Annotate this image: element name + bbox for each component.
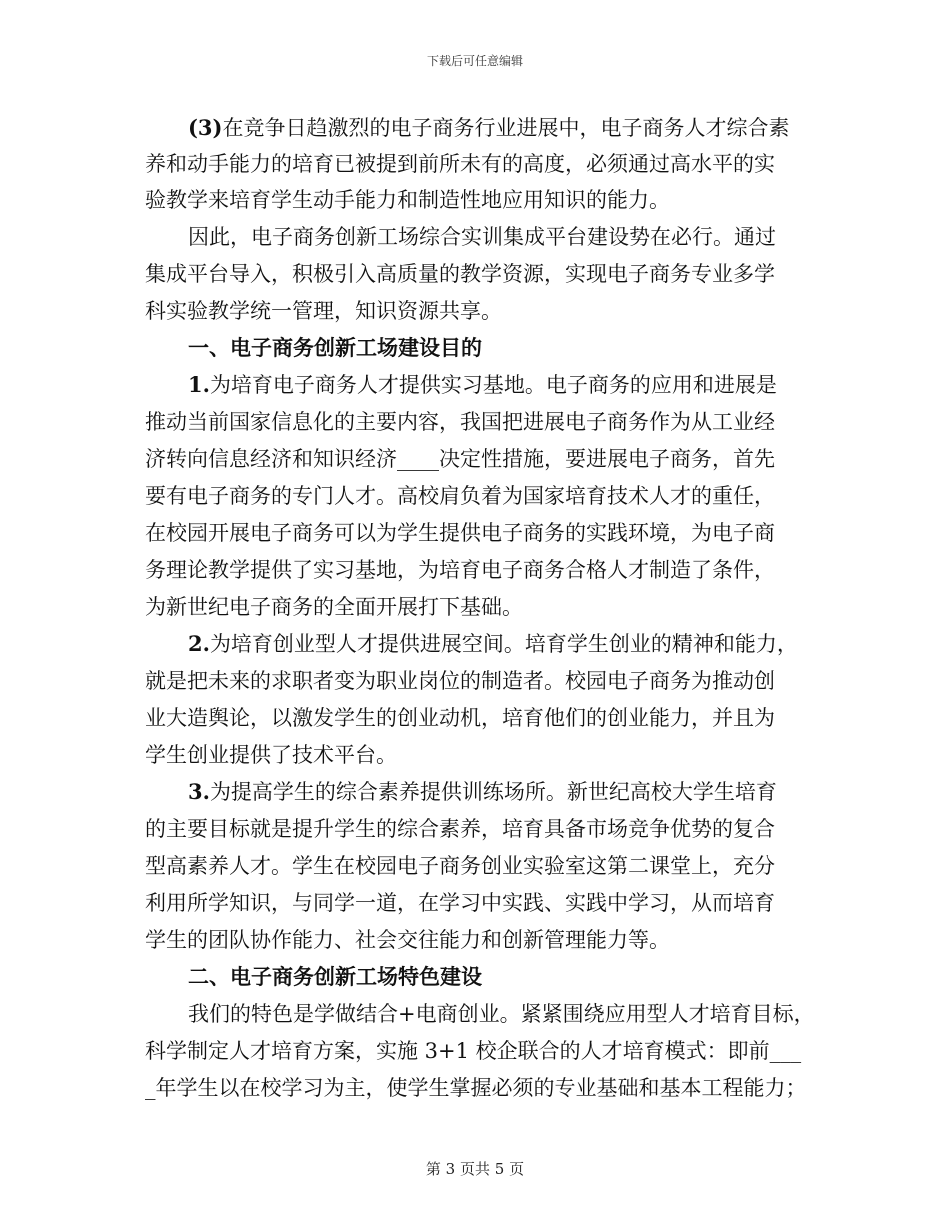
paragraph-line: 科实验教学统一管理，知识资源共享。 [145,299,502,323]
paragraph-line: 利用所学知识，与同学一道，在学习中实践、实践中学习，从而培育 [145,891,775,915]
paragraph-line: 的主要目标就是提升学生的综合素养，培育具备市场竞争优势的复合 [145,817,775,841]
paragraph-line: 养和动手能力的培育已被提到前所未有的高度，必须通过高水平的实 [145,152,775,176]
paragraph-line: 我们的特色是学做结合+电商创业。紧紧围绕应用型人才培育目标， [188,1002,815,1026]
paragraph-line: 型高素养人才。学生在校园电子商务创业实验室这第二课堂上，充分 [145,854,775,878]
paragraph-line: 务理论教学提供了实习基地，为培育电子商务合格人才制造了条件， [145,558,775,582]
paragraph-line: 就是把未来的求职者变为职业岗位的制造者。校园电子商务为推动创 [145,669,775,693]
paragraph-line [188,778,777,806]
paragraph-line [188,371,777,399]
paragraph-line: 验教学来培育学生动手能力和制造性地应用知识的能力。 [145,188,670,212]
paragraph-line: 学生创业提供了技术平台。 [145,743,397,767]
section-heading: 一、电子商务创新工场建设目的 [188,335,482,360]
text-run: 在竞争日趋激烈的电子商务行业进展中，电子商务人才综合素 [222,116,790,140]
paragraph-line: 集成平台导入，积极引入高质量的教学资源，实现电子商务专业多学 [145,262,775,286]
item-number: 3. [188,779,210,804]
paragraph-line: 学生的团队协作能力、社会交往能力和创新管理能力等。 [145,928,670,952]
paragraph-line: 在校园开展电子商务可以为学生提供电子商务的实践环境，为电子商 [145,521,775,545]
paragraph-line: 为新世纪电子商务的全面开展打下基础。 [145,595,523,619]
page-header: 下载后可任意编辑 [426,54,523,68]
section-heading: 二、电子商务创新工场特色建设 [188,964,482,989]
page-footer: 第 3 页共 5 页 [425,1160,525,1178]
text-run: 为培育创业型人才提供进展空间。培育学生创业的精神和能力， [209,632,798,656]
paragraph-line: _年学生以在校学习为主，使学生掌握必须的专业基础和基本工程能力； [145,1076,807,1100]
item-number: (3) [188,115,223,140]
item-number: 2. [188,631,210,656]
paragraph-line [188,630,798,658]
paragraph-line: 要有电子商务的专门人才。高校肩负着为国家培育技术人才的重任， [145,484,775,508]
paragraph-line: 因此，电子商务创新工场综合实训集成平台建设势在必行。通过 [188,225,776,249]
text-run: 为提高学生的综合素养提供训练场所。新世纪高校大学生培育 [209,780,777,804]
item-number: 1. [188,372,210,397]
paragraph-line: 业大造舆论，以激发学生的创业动机，培育他们的创业能力，并且为 [145,706,775,730]
text-run: 为培育电子商务人才提供实习基地。电子商务的应用和进展是 [209,373,777,397]
paragraph-line: 济转向信息经济和知识经济____决定性措施，要进展电子商务，首先 [145,447,775,471]
paragraph-line: 推动当前国家信息化的主要内容，我国把进展电子商务作为从工业经 [145,410,775,434]
paragraph-line: 科学制定人才培育方案，实施 3+1 校企联合的人才培育模式：即前___ [145,1039,802,1063]
paragraph-line [188,114,789,142]
